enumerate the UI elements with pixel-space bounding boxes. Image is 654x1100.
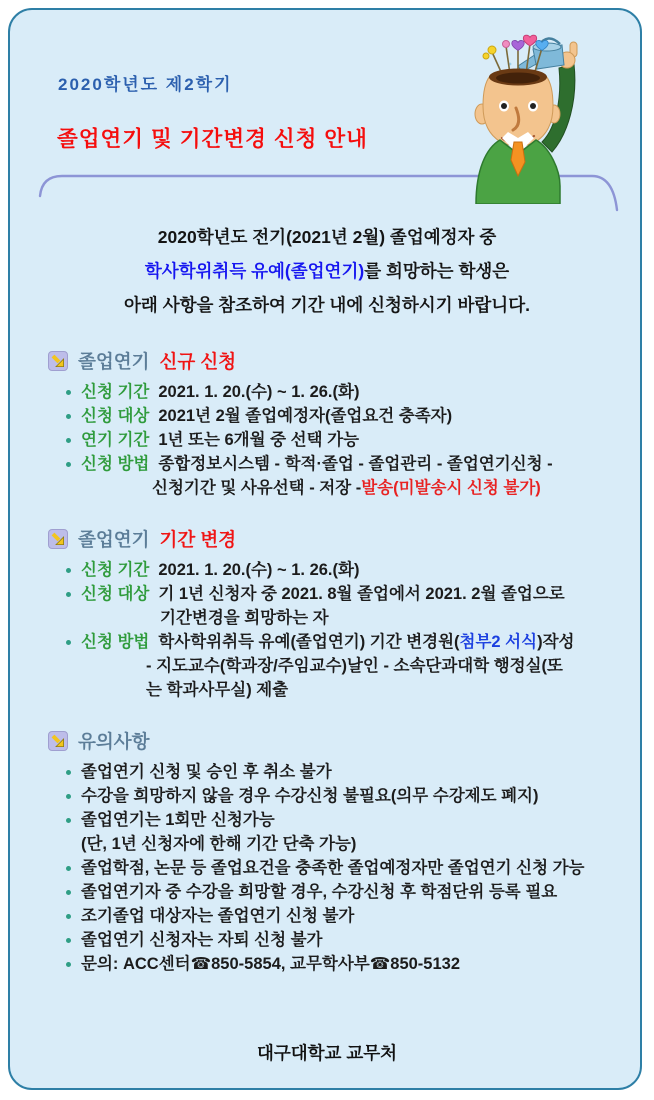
dot-icon: [66, 592, 71, 597]
dot-icon: [66, 914, 71, 919]
intro-paragraph: [10, 220, 642, 322]
bullet-label: 연기 기간: [81, 431, 150, 449]
section-notes-header: [10, 728, 642, 754]
dot-icon: [66, 818, 71, 823]
section-change-header: [10, 526, 642, 552]
page-title: 졸업연기 및 기간변경 신청 안내: [57, 127, 368, 151]
bullet-text-pre: 학사학위취득 유예(졸업연기) 기간 변경원(: [158, 633, 460, 651]
semester-label: 2020학년도 제2학기: [58, 75, 233, 94]
note-item: [10, 784, 642, 808]
section-change-title: 졸업연기: [78, 529, 150, 550]
arrow-down-right-icon: [48, 351, 68, 371]
note-item: [10, 760, 642, 784]
dot-icon: [66, 390, 71, 395]
arrow-down-right-icon: [48, 731, 68, 751]
bullet-label: 신청 대상: [81, 585, 150, 603]
bullet-continuation: [10, 678, 642, 702]
note-text: 졸업연기 신청자는 자퇴 신청 불가: [81, 931, 323, 949]
bullet-text: 신청기간 및 사유선택 - 저장 -: [152, 479, 362, 497]
notice-body: [10, 206, 642, 1065]
bullet-label: 신청 기간: [81, 383, 150, 401]
note-item: [10, 904, 642, 928]
note-text: 졸업연기는 1회만 신청가능: [81, 811, 275, 829]
bullet-item: [10, 452, 642, 476]
open-head: [475, 69, 560, 147]
section-change-title-accent: 기간 변경: [159, 529, 237, 550]
bullet-text-post: )작성: [537, 633, 575, 651]
bullet-text: - 지도교수(학과장/주임교수)날인 - 소속단과대학 행정실(또: [146, 657, 563, 675]
bullet-continuation: [10, 606, 642, 630]
note-text: 졸업학점, 논문 등 졸업요건을 충족한 졸업예정자만 졸업연기 신청 가능: [81, 859, 585, 877]
bullet-text: 는 학과사무실) 제출: [146, 681, 289, 699]
dot-icon: [66, 438, 71, 443]
intro-line-2: [10, 254, 642, 288]
note-text: 졸업연기자 중 수강을 희망할 경우, 수강신청 후 학점단위 등록 필요: [81, 883, 558, 901]
bullet-item: [10, 380, 642, 404]
section-new-header: [10, 348, 642, 374]
bullet-item: [10, 428, 642, 452]
notice-sheet: [8, 8, 642, 1090]
dot-icon: [66, 890, 71, 895]
bullet-item: [10, 630, 642, 654]
note-text: 수강을 희망하지 않을 경우 수강신청 불필요(의무 수강제도 폐지): [81, 787, 539, 805]
note-text: (단, 1년 신청자에 한해 기간 단축 가능): [81, 835, 357, 853]
dot-icon: [66, 568, 71, 573]
bullet-label: 신청 대상: [81, 407, 150, 425]
dot-icon: [66, 414, 71, 419]
bullet-text: 기 1년 신청자 중 2021. 8월 졸업에서 2021. 2월 졸업으로: [158, 585, 565, 603]
bullet-continuation: [10, 654, 642, 678]
intro-highlight: 학사학위취득 유예(졸업연기): [144, 261, 365, 281]
dot-icon: [66, 462, 71, 467]
note-item: [10, 856, 642, 880]
arrow-down-right-icon: [48, 529, 68, 549]
note-item: [10, 952, 642, 976]
dot-icon: [66, 770, 71, 775]
section-notes-title: 유의사항: [78, 731, 150, 752]
dot-icon: [66, 640, 71, 645]
note-item: [10, 880, 642, 904]
bullet-item: [10, 582, 642, 606]
bullet-text: 기간변경을 희망하는 자: [160, 609, 329, 627]
dot-icon: [66, 962, 71, 967]
attachment-form-link[interactable]: 첨부2 서식: [459, 633, 538, 651]
dot-icon: [66, 938, 71, 943]
bullet-text: 2021. 1. 20.(수) ~ 1. 26.(화): [158, 383, 360, 401]
bullet-text: 1년 또는 6개월 중 선택 가능: [158, 431, 360, 449]
intro-line-1: 2020학년도 전기(2021년 2월) 졸업예정자 중: [157, 227, 497, 247]
bullet-label: 신청 방법: [81, 633, 150, 651]
bullet-text: 2021. 1. 20.(수) ~ 1. 26.(화): [158, 561, 360, 579]
section-new-title: 졸업연기: [78, 351, 150, 372]
note-item: [10, 928, 642, 952]
note-continuation: [10, 832, 642, 856]
man-watering-flowers-illustration: [456, 28, 616, 204]
bullet-continuation: [10, 476, 642, 500]
section-new-title-accent: 신규 신청: [159, 351, 237, 372]
intro-line-2-rest: 를 희망하는 학생은: [364, 261, 510, 281]
warning-text: 발송(미발송시 신청 불가): [361, 479, 541, 497]
note-text: 조기졸업 대상자는 졸업연기 신청 불가: [81, 907, 355, 925]
bullet-item: [10, 558, 642, 582]
bullet-label: 신청 기간: [81, 561, 150, 579]
contact-text: 문의: ACC센터☎850-5854, 교무학사부☎850-5132: [81, 955, 461, 973]
dot-icon: [66, 794, 71, 799]
bullet-text: 종합정보시스템 - 학적·졸업 - 졸업관리 - 졸업연기신청 -: [158, 455, 553, 473]
footer-organization: 대구대학교 교무처: [256, 1043, 398, 1063]
intro-line-3: 아래 사항을 참조하여 기간 내에 신청하시기 바랍니다.: [124, 295, 530, 315]
bullet-text: [158, 630, 574, 654]
dot-icon: [66, 866, 71, 871]
note-item: [10, 808, 642, 832]
note-text: 졸업연기 신청 및 승인 후 취소 불가: [81, 763, 332, 781]
bullet-text: 2021년 2월 졸업예정자(졸업요건 충족자): [158, 407, 453, 425]
bullet-item: [10, 404, 642, 428]
bullet-label: 신청 방법: [81, 455, 150, 473]
